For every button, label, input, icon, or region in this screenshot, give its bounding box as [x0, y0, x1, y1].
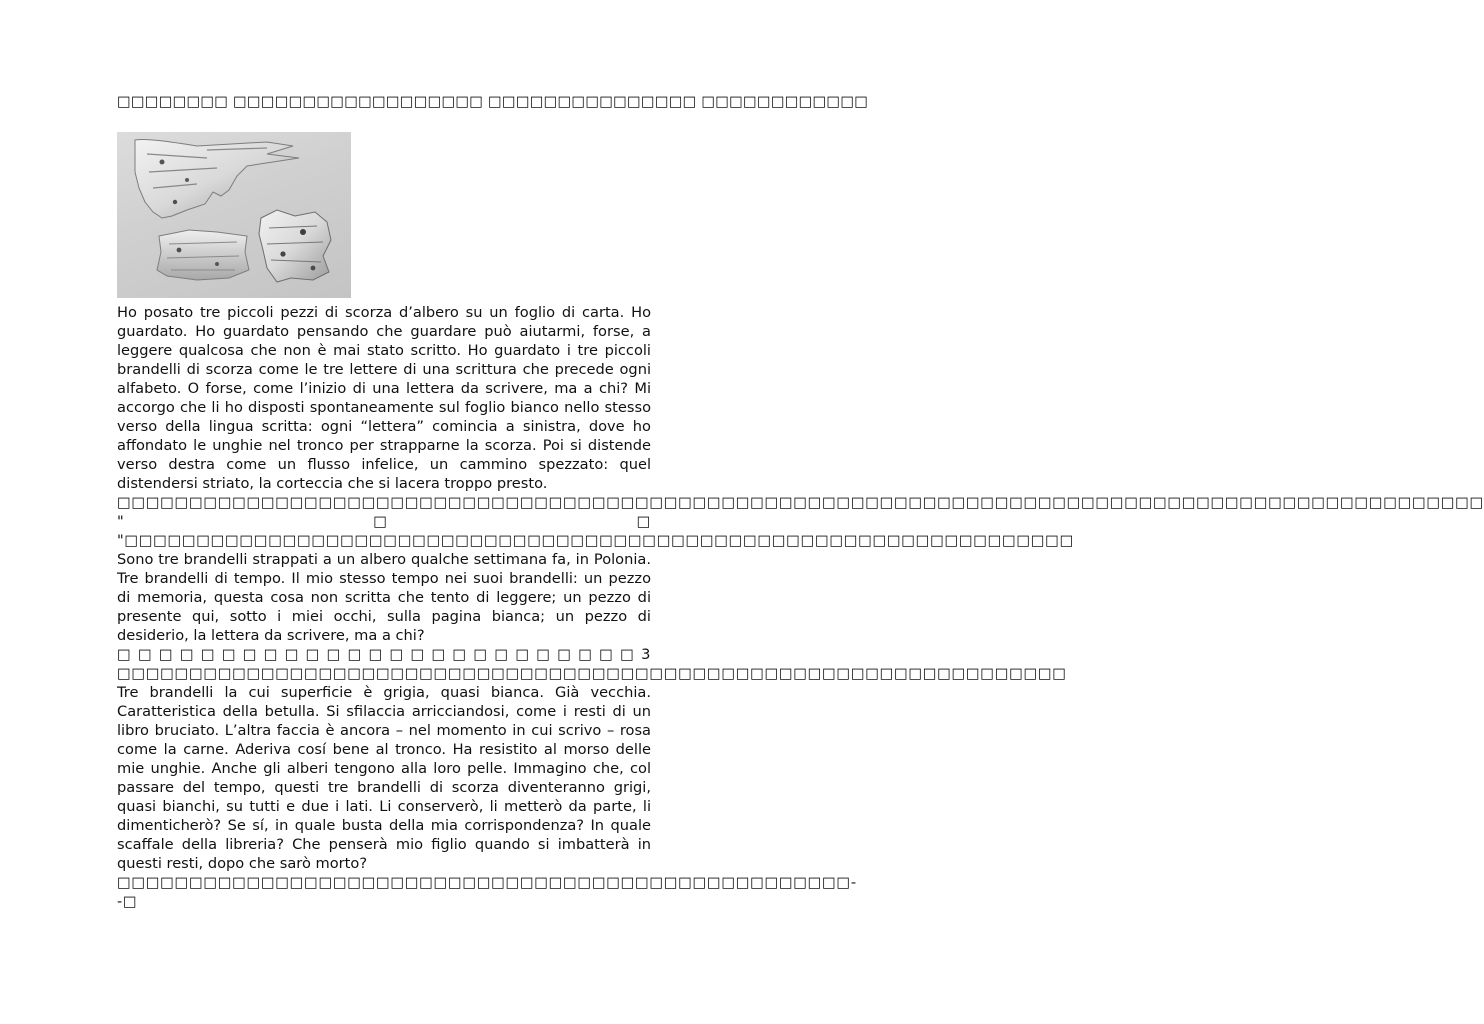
- paragraph-2: □□□□□□□□□□□□□□□□□□□□□□□□□□□□□□□□□□□□□□□□□□□□□□□□□□□□□□□□□□□□□□□□□□□□□□□□□□□□□□□□□□□□□□□□□□□□□□□ "□□ "□□□□□□□□□□□□□□□□□□□□□□□□□□□□□□□□□□□□□□□□□□□□□□□□□□□□□□□□□□□□□□□□□□: [117, 494, 1484, 549]
- paragraph-1: Ho posato tre piccoli pezzi di scorza d’albero su un foglio di carta. Ho guardato. Ho guardato pensando che guardare può aiutarmi, forse, a leggere qualcosa che non è mai stato scritto. Ho guardato i tre piccoli brandelli di scorza come le tre lettere di una scrittura che precede ogni alfabeto. O forse, come l’inizio di una lettera da scrivere, ma a chi? Mi accorgo che li ho disposti spontaneamente sul foglio bianco nello stesso verso della lingua scritta: ogni “lettera” comincia a sinistra, dove ho affondato le unghie nel tronco per strapparne la scorza. Poi si distende verso destra come un flusso infelice, un cammino spezzato: quel distendersi striato, la corteccia che si lacera troppo presto.: [117, 304, 651, 492]
- paragraph-4: □□□□□□□□□□□□□□□□□□□□□□□□□3 □□□□□□□□□□□□□□□□□□□□□□□□□□□□□□□□□□□□□□□□□□□□□□□□□□□□□□□□□□□□□□□□□□: [117, 646, 1067, 682]
- bark-fragments-photo: [117, 132, 351, 298]
- paragraph-5: Tre brandelli la cui superficie è grigia, quasi bianca. Già vecchia. Caratteristica della betulla. Si sfilaccia arricciandosi, come i resti di un libro bruciato. L’altra faccia è ancora – nel momento in cui scrivo – rosa come la carne. Aderiva cosí bene al tronco. Ha resistito al morso delle mie unghie. Anche gli alberi tengono alla loro pelle. Immagino che, col passare del tempo, questi tre brandelli di scorza diventeranno grigi, quasi bianchi, su tutti e due i lati. Li conserverò, li metterò da parte, li dimenticherò? Se sí, in quale busta della mia corrispondenza? In quale scaffale della libreria? Che penserà mio figlio quando si imbatterà in questi resti, dopo che sarò morto?: [117, 684, 651, 872]
- document-body: [117, 303, 1484, 911]
- document-title: □□□□□□□□ □□□□□□□□□□□□□□□□□□ □□□□□□□□□□□□□□□ □□□□□□□□□□□□: [117, 94, 869, 110]
- paragraph-3: Sono tre brandelli strappati a un albero qualche settimana fa, in Polonia. Tre brandelli di tempo. Il mio stesso tempo nei suoi brandelli: un pezzo di memoria, questa cosa non scritta che tento di leggere; un pezzo di presente qui, sotto i miei occhi, sulla pagina bianca; un pezzo di desiderio, la lettera da scrivere, ma a chi?: [117, 551, 651, 644]
- paragraph-6: □□□□□□□□□□□□□□□□□□□□□□□□□□□□□□□□□□□□□□□□□□□□□□□□□□□--□: [117, 874, 857, 910]
